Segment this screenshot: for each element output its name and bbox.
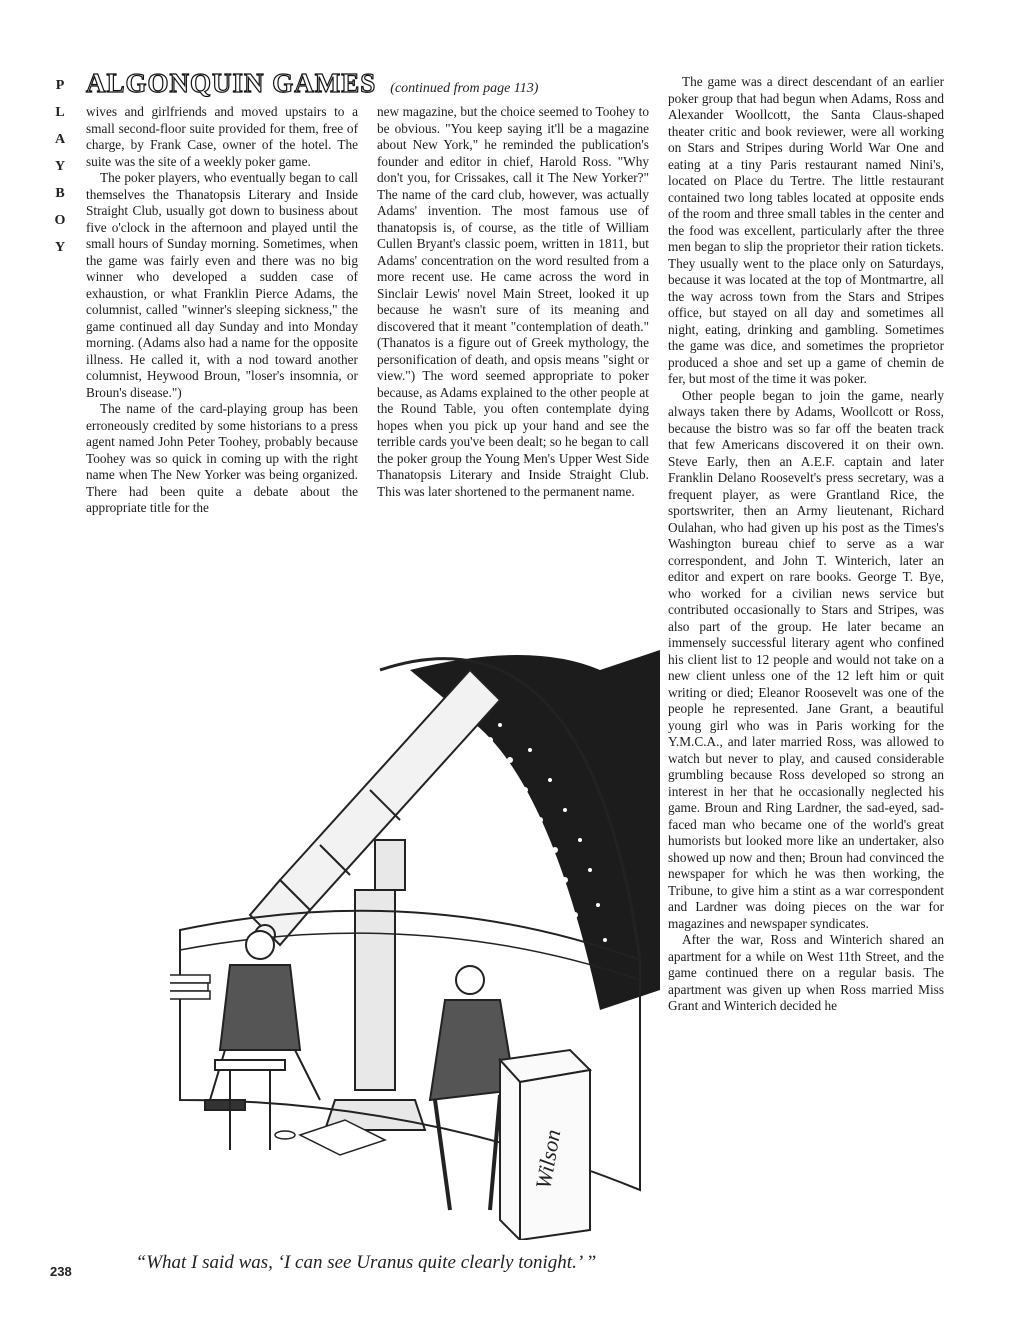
running-head-letter: P [55,78,67,93]
teacup [275,1131,295,1139]
text-column-3 [668,74,944,1015]
paragraph: The poker players, who eventually began to call themselves the Thanatopsis Literary and Inside Straight Club, usually got down to business about five o'clock in the afternoon and played until the small hours of Sunday morning. Sometimes, when the game was fairly even and there was no big winner who developed a sudden case of exhaustion, or what Franklin Pierce Adams, the columnist, called "winner's sleeping sickness," the game continued all day Sunday and into Monday morning. (Adams also had a name for the opposite illness. He called it, with a nod toward another columnist, Heywood Broun, "loser's insomnia, or Broun's disease.") [86,170,358,400]
cartoon-illustration [170,630,660,1240]
running-head-letter: O [54,213,68,228]
article-header [86,68,538,102]
paragraph: The name of the card-playing group has been erroneously credited by some historians to a press agent named John Peter Toohey, probably because Toohey was so quick in coming up with the right name when The New Yorker was being organized. There had been quite a debate about the appropriate title for the [86,401,358,515]
books [170,975,210,999]
article-title: ALGONQUIN GAMES [86,68,377,98]
running-head-playboy [50,72,72,261]
telescope-pedestal [325,840,425,1130]
cartoon-caption: “What I said was, ‘I can see Uranus quite clearly tonight.’ ” [135,1252,597,1273]
running-head-letter: L [55,105,67,120]
running-head-letter: Y [54,159,68,174]
text-column-1 [86,104,358,517]
text-column-2 [377,104,649,500]
man-astronomer [205,931,320,1150]
paragraph: wives and girlfriends and moved upstairs to a small second-floor suite provided for them, free of charge, by Frank Case, owner of the hotel. The suite was the site of a weekly poker game. [86,104,358,169]
cartoon-signature: Wilson [530,1127,566,1191]
paragraph: After the war, Ross and Winterich shared an apartment for a while on West 11th Street, and the game continued there on a regular basis. The apartment was given up when Ross married Miss Grant and Winterich decided he [668,932,944,1013]
continued-note: (continued from page 113) [390,81,539,96]
page-number: 238 [50,1264,72,1279]
running-head-letter: Y [54,240,68,255]
running-head-letter: A [54,132,68,147]
paragraph: new magazine, but the choice seemed to Toohey to be obvious. "You keep saying it'll be a magazine about New York," he reminded the publication's founder and editor in chief, Harold Ross. "Why don't you, for Crissakes, call it The New Yorker?" The name of the card club, however, was actually Adams' invention. The most famous use of thanatopsis is, of course, as the title of William Cullen Bryant's classic poem, written in 1811, but Adams' concentration on the word resulted from a more recent use. He came across the word in Sinclair Lewis' novel Main Street, looked it up because he wasn't sure of its meaning and discovered that it meant "contemplation of death." (Thanatos is a figure out of Greek mythology, the personification of death, and opsis means "sight or view.") The word seemed appropriate to poker because, as Adams explained to the other people at the Round Table, you often contemplate dying hopes when you pick up your hand and see the terrible cards you've been dealt; so he began to call the poker group the Young Men's Upper West Side Thanatopsis Literary and Inside Straight Club. This was later shortened to the permanent name. [377,104,649,499]
running-head-letter: B [55,186,67,201]
paragraph: Other people began to join the game, nearly always taken there by Adams, Woollcott or Ross, because the bistro was so far off the beaten track that few Americans discovered it on their own. Steve Early, then an A.E.F. captain and later Franklin Delano Roosevelt's press secretary, was a frequent player, as were Grantland Rice, the sportswriter, then an Army lieutenant, Richard Oulahan, who had given up his post as the Times's Washington bureau chief to serve as a war correspondent, and John T. Winterich, later an editor and expert on rare books. George T. Bye, who worked for a civilian news service but contributed occasionally to Stars and Stripes, was also part of the group. He later became an immensely successful literary agent who confined his client list to 12 people and would not take on a new client unless one of the 12 left him or quit writing or died; Eleanor Roosevelt was one of the people he represented. Jane Grant, a beautiful young girl who was in Paris working for the Y.M.C.A., and later married Ross, was allowed to watch but never to play, and caused considerable grumbling because Ross developed so strong an interest in her that he occasionally neglected his game. Broun and Ring Lardner, the sad-eyed, sad-faced man who became one of the world's great humorists but looked more like an undertaker, also showed up now and then; Broun had convinced the newspaper for which he was then working, the Tribune, to give him a stint as a war correspondent and Lardner was doing pieces on the war for magazines and newspaper syndicates. [668,387,944,931]
paragraph: The game was a direct descendant of an earlier poker group that had begun when Adams, Ross and Alexander Woollcott, the Santa Claus-shaped theater critic and book reviewer, were all working on Stars and Stripes during World War One and eating at a tiny Paris restaurant named Nini's, located on Place du Tertre. The little restaurant contained two long tables located at opposite ends of the room and three small tables in the center and the food was excellent, particularly after the three men began to slip the proprietor their ration tickets. They usually went to the place only on Saturdays, because it was located at the top of Montmartre, all the way across town from the Stars and Stripes office, but stayed on all day and sometimes all night, eating, drinking and gambling. Sometimes the game was dice, and sometimes the proprietor produced a shoe and set up a game of chemin de fer, but most of the time it was poker. [668,74,944,386]
